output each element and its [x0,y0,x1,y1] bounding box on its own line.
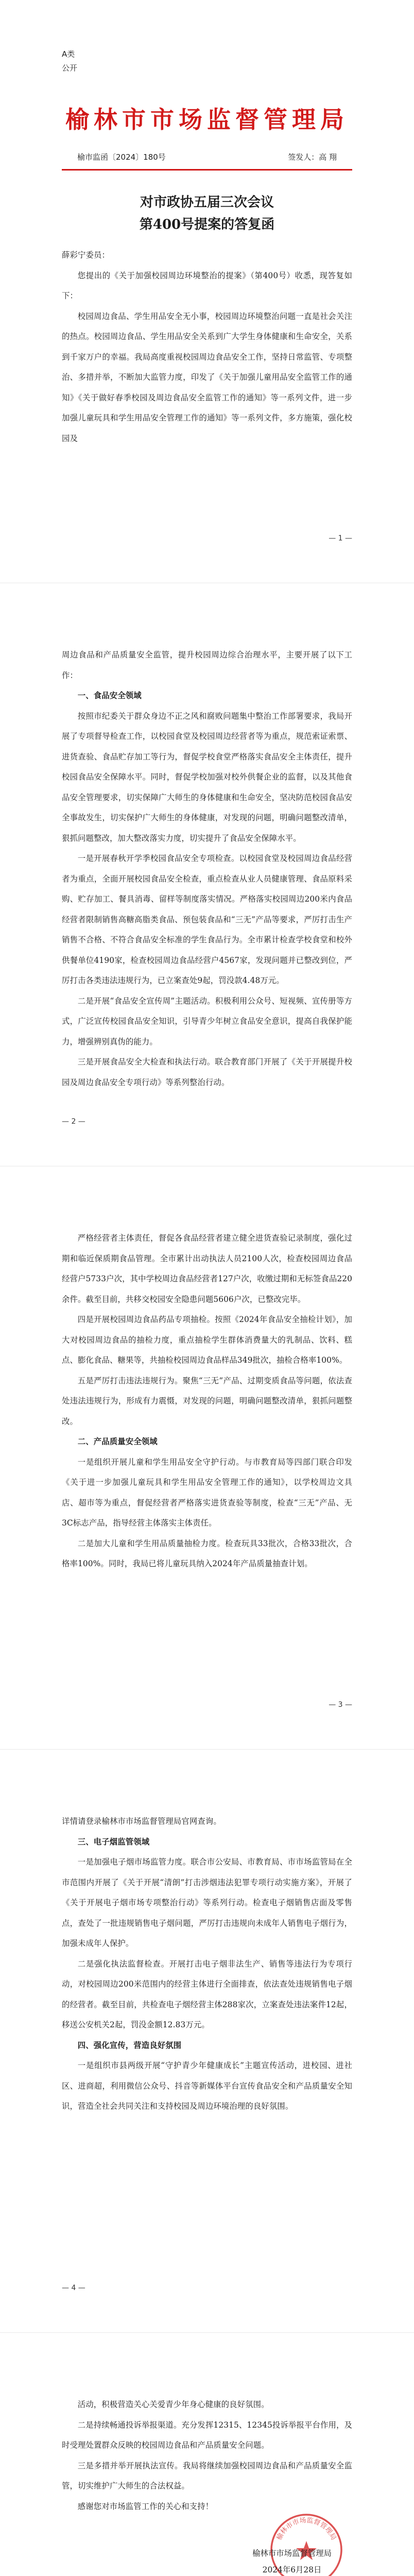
page-2-body [0,645,414,1093]
page-3-body [0,1228,414,1574]
paragraph: 详情请登录榆林市市场监督管理局官网查询。 [62,1817,221,1826]
paragraph: 二是强化执法监督检查。开展打击电子烟非法生产、销售等违法行为专项行动，对校园周边200米范围内的经营主体进行全面排查，依法查处违规销售电子烟的经营者。截至目前，共检查电子烟经营主体288家次，立案查处违法案件12起，移送公安机关2起，罚没金额12.83万元。 [62,1959,352,2029]
page-number: — 2 — [62,1117,85,1126]
document-number: 榆市监函〔2024〕180号 [77,152,166,162]
salutation: 薛彩宁委员： [62,250,110,260]
svg-text:榆林市市场监督管理局 [275,2516,337,2541]
title-line-1: 对市政协五届三次会议 [140,195,274,210]
paragraph: 二是加大儿童和学生用品质量抽检力度。检查玩具33批次，合格33批次，合格率100%。同时，我局已将儿童玩具纳入2024年产品质量抽查计划。 [62,1538,352,1568]
section-heading: 三、电子烟监管领域 [77,1837,150,1846]
paragraph: 二是开展“食品安全宣传周”主题活动。积极利用公众号、短视频、宣传册等方式，广泛宣传校园食品安全知识，引导青少年树立食品安全意识，提高自我保护能力，增强辨别真伪的能力。 [62,996,352,1046]
doc-category: A类 [62,49,75,59]
page-5 [0,2333,414,2576]
issuing-org: 榆林市市场监督管理局 [252,2549,332,2558]
title-line-2: 第400号提案的答复函 [139,217,275,232]
paragraph: 活动，积极营造关心关爱青少年身心健康的良好氛围。 [77,2400,269,2409]
paragraph: 三是开展食品安全大检查和执法行动。联合教育部门开展了《关于开展提升校园及周边食品安全专项行动》等系列整治行动。 [62,1057,352,1087]
paragraph: 三是多措并举开展执法宣传。我局将继续加强校园周边食品和产品质量安全监管，切实维护广大师生的合法权益。 [62,2461,352,2490]
page-5-body [0,2395,414,2517]
page-2 [0,583,414,1166]
paragraph: 周边食品和产品质量安全监管，提升校园周边综合治理水平，主要开展了以下工作： [62,650,352,680]
paragraph: 五是严厉打击违法违规行为。聚焦“三无”产品、过期变质食品等问题，依法查处违法违规行为，形成有力震慑，对发现的问题，明确问题整改清单，狠抓问题整改。 [62,1376,352,1426]
paragraph: 感谢您对市场监管工作的关心和支持！ [77,2501,214,2511]
page-4 [0,1750,414,2332]
paragraph: 二是持续畅通投诉举报渠道。充分发挥12315、12345投诉举报平台作用，及时受理处置群众反映的校园周边食品和产品质量安全问题。 [62,2420,352,2450]
paragraph: 校园周边食品、学生用品安全无小事，校园周边环境整治问题一直是社会关注的热点。校园周边食品、学生用品安全关系到广大学生身体健康和生命安全，关系到千家万户的幸福。我局高度重视校园周边食品安全工作，坚持日常监管、专项整治、多措并举，不断加大监管力度，印发了《关于加强儿童用品安全监管工作的通知》《关于做好春季校园及周边食品安全监管工作的通知》等一系列文件，进一步加强儿童玩具和学生用品安全管理工作的通知》等一系列文件，多方施策，强化校园及 [62,311,352,443]
paragraph: 一是开展春秋开学季校园食品安全专项检查。以校园食堂及校园周边食品经营者为重点，全面开展校园食品安全检查，重点检查从业人员健康管理、食品原料采购、贮存加工、餐具消毒、留样等制度落实情况。严格落实校园周边200米内食品经营者限制销售高糖高脂类食品、预包装食品和“三无”产品等要求，严厉打击生产销售不合格、不符合食品安全标准的学生食品行为。全市累计检查学校食堂和校外供餐单位4190家，检查校园周边食品经营户4567家，发现问题并已整改到位，严厉打击各类违法违规行为，已立案查处9起，罚没款4.48万元。 [62,854,352,985]
paragraph: 严格经营者主体责任，督促各食品经营者建立健全进货查验记录制度，强化过期和临近保质期食品管理。全市累计出动执法人员2100人次，检查校园周边食品经营户5733户次，其中学校周边食品经营者127户次，收缴过期和无标签食品220余件。截至目前，共移交校园安全隐患问题5606户次，已整改完毕。 [62,1233,352,1304]
paragraph: 四是开展校园周边食品药品专项抽检。按照《2024年食品安全抽检计划》，加大对校园周边食品的抽检力度，重点抽检学生群体消费量大的乳制品、饮料、糕点、膨化食品、糖果等，共抽检校园周边食品样品349批次，抽检合格率100%。 [62,1315,352,1365]
page-number: — 3 — [329,1701,352,1709]
page-number: — 4 — [62,2284,85,2292]
page-3 [0,1166,414,1749]
paragraph: 一是加强电子烟市场监管力度。联合市公安局、市教育局、市市场监管局在全市范围内开展了《关于开展“清朗”打击涉烟违法犯罪专项行动实施方案》，开展了《关于开展电子烟市场专项整治行动》等系列行动。检查电子烟销售店面及零售点，查处了一批违规销售电子烟问题，严厉打击违规向未成年人销售电子烟行为，加强未成年人保护。 [62,1857,352,1948]
seal-text: 榆林市市场监督管理局 [275,2516,338,2541]
paragraph: 一是组织市县两级开展“守护青少年健康成长”主题宣传活动，进校园、进社区、进商超，利用微信公众号、抖音等新媒体平台宣传食品安全和产品质量安全知识，营造全社会共同关注和支持校园及周边环境治理的良好氛围。 [62,2061,352,2111]
page-1 [0,0,414,583]
doc-openness: 公开 [62,63,78,73]
agency-letterhead: 榆林市市场监督管理局 [65,106,349,133]
paragraph: 您提出的《关于加强校园周边环境整治的提案》（第400号）收悉，现答复如下： [62,270,352,300]
signer: 签发人：高 翔 [288,152,337,162]
document-title [0,192,414,236]
section-heading: 二、产品质量安全领域 [77,1437,158,1446]
red-divider [62,169,352,171]
page-4-body [0,1811,414,2117]
paragraph: 按照市纪委关于群众身边不正之风和腐败问题集中整治工作部署要求，我局开展了专项督导检查工作，以校园食堂及校园周边经营者等为重点，规范索证索票、进货查验、食品贮存加工等行为，督促学校食堂严格落实食品安全主体责任，提升校园食品安全保障水平。同时，督促学校加强对校外供餐企业的监督，以及其他食品安全管理要求，切实保障广大师生的身体健康和生命安全，坚决防范校园食品安全事故发生，切实保护广大师生的身体健康，对发现的问题，明确问题整改清单，狠抓问题整改，加大整改落实力度，切实提升了食品安全保障水平。 [62,711,352,843]
page-number: — 1 — [329,534,352,543]
section-heading: 四、强化宣传，营造良好氛围 [77,2040,182,2050]
issue-date: 2024年6月28日 [262,2565,322,2574]
page-1-body [0,245,414,449]
signature-block [252,2545,332,2576]
section-heading: 一、食品安全领域 [77,691,142,700]
doc-meta [62,47,77,75]
paragraph: 一是组织开展儿童和学生用品安全守护行动。与市教育局等四部门联合印发《关于进一步加强儿童玩具和学生用品安全管理工作的通知》，以学校周边文具店、超市等为重点，督促经营者严格落实进货查验等制度，检查“三无”产品、无3C标志产品，指导经营主体落实主体责任。 [62,1457,352,1528]
